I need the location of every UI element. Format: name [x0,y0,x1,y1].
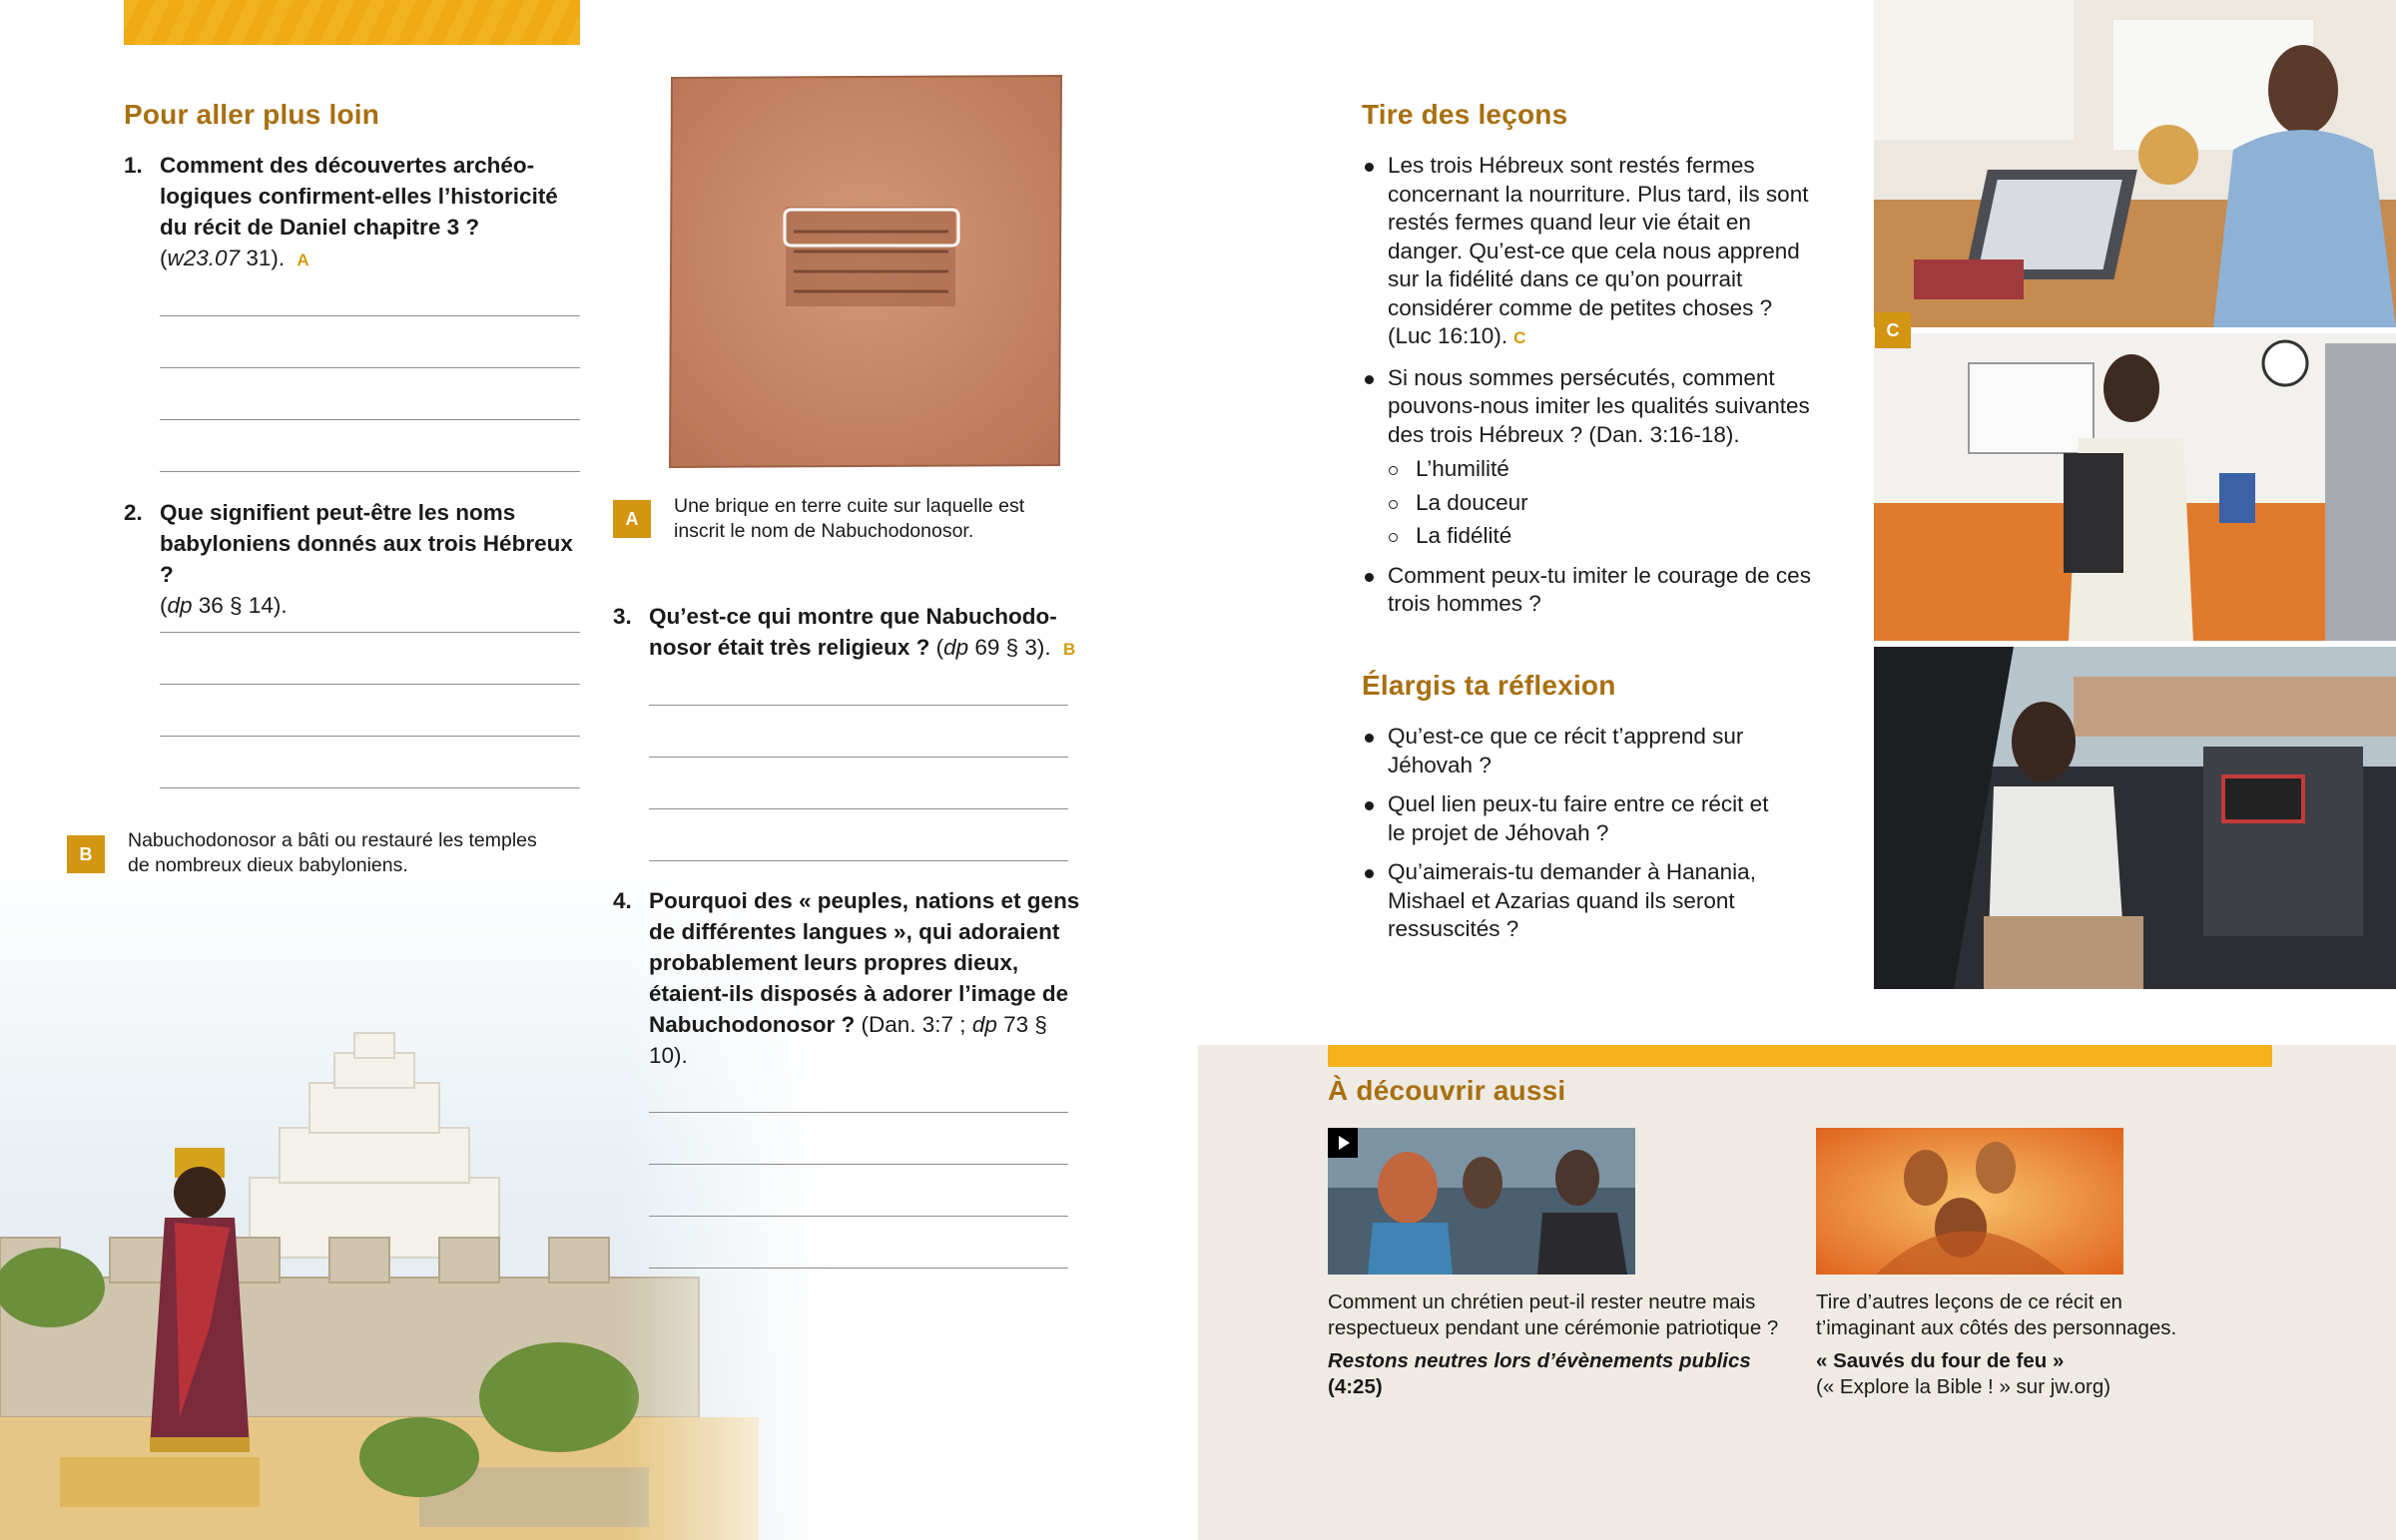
question-text: Pourquoi des « peuples, nations et gens de différentes langues », qui adoraient probablement leurs propres dieux, étaient-ils disposés à adorer l’image de Nabuchodonosor ? [649,888,1080,1037]
caption-badge-b: B [67,835,105,873]
section-heading-lessons: Tire des leçons [1362,99,1568,130]
video-description: Comment un chrétien peut-il rester neutre mais respectueux pendant une cérémonie patriotique ? [1328,1290,1779,1339]
question-text: Comment des découvertes archéologiques confirment-elles l’historicité du récit de Daniel chapitre 3 ? [160,153,558,240]
question-reference: (Dan. 3:7 ; dp 73 § 10). [649,1012,1047,1068]
answer-line[interactable] [160,471,580,472]
question-2 [124,497,583,621]
question-text: Qu’est-ce qui montre que Nabuchodonosor était très religieux ? [649,604,1057,660]
quality-item: La fidélité [1388,522,1820,551]
reflection-bullet: Quel lien peux-tu faire entre ce récit et le projet de Jéhovah ? [1361,790,1790,847]
question-reference: (dp 36 § 14). [160,593,288,618]
play-icon[interactable] [1328,1128,1358,1158]
qualities-list [1388,455,1820,551]
answer-line[interactable] [160,367,580,368]
question-reference: (dp 69 § 3). [929,635,1051,660]
section-heading-further: Pour aller plus loin [124,99,380,130]
caption-a-text: Une brique en terre cuite sur laquelle est inscrit le nom de Nabuchodonosor. [674,495,1025,542]
lesson-bullet: Si nous sommes persécutés, comment pouvons-nous imiter les qualités suivantes des trois Hébreux ? (Dan. 3:16-18). L’humilité La douceur La fidélité [1361,364,1820,551]
answer-line[interactable] [649,808,1068,809]
answer-line[interactable] [160,419,580,420]
answer-line[interactable] [160,787,580,788]
section-heading-discover: À découvrir aussi [1328,1075,1566,1106]
video-title[interactable]: Restons neutres lors d’évènements publics [1328,1349,1751,1372]
section-heading-reflection: Élargis ta réflexion [1362,670,1616,701]
video-thumbnail[interactable] [1328,1128,1635,1275]
question-number: 4. [613,888,632,913]
answer-line[interactable] [160,315,580,316]
photo-man-locker [1874,333,2396,641]
answer-line[interactable] [649,860,1068,861]
answer-line[interactable] [649,757,1068,758]
photo-badge-c: C [1875,312,1911,348]
discover-accent-bar [1328,1045,2272,1067]
answer-line[interactable] [160,684,580,685]
photo-woman-car [1874,647,2396,989]
answer-line[interactable] [649,1268,1068,1269]
answer-line[interactable] [649,1164,1068,1165]
answer-line[interactable] [649,1216,1068,1217]
reflection-list [1361,723,1790,955]
answer-line[interactable] [160,736,580,737]
article-title[interactable]: « Sauvés du four de feu » [1816,1349,2065,1372]
lessons-list [1361,152,1820,630]
question-reference: (w23.07 31). [160,246,286,270]
caption-badge-a: A [613,500,651,538]
question-1 [124,150,583,275]
quality-item: L’humilité [1388,455,1820,484]
reflection-bullet: Qu’est-ce que ce récit t’apprend sur Jéhovah ? [1361,723,1790,779]
video-card-neutral[interactable] [1328,1128,1797,1400]
question-text: Que signifient peut-être les noms babyloniens donnés aux trois Hébreux ? [160,500,573,587]
video-duration: (4:25) [1328,1375,1383,1398]
photo-woman-laptop [1874,0,2396,327]
image-marker-c[interactable]: C [1513,328,1526,347]
answer-line[interactable] [160,632,580,633]
image-marker-b[interactable]: B [1062,640,1076,659]
question-number: 2. [124,500,143,525]
question-number: 3. [613,604,632,629]
article-thumbnail[interactable] [1816,1128,2123,1275]
image-marker-a[interactable]: A [297,251,309,269]
question-number: 1. [124,153,143,178]
question-3 [613,601,1082,665]
article-source: (« Explore la Bible ! » sur jw.org) [1816,1375,2111,1398]
answer-line[interactable] [649,705,1068,706]
top-accent-strip [124,0,580,45]
quality-item: La douceur [1388,489,1820,518]
article-card-fire[interactable] [1816,1128,2235,1400]
lesson-bullet: Les trois Hébreux sont restés fermes concernant la nourriture. Plus tard, ils sont restés fermes quand leur vie était en danger. Qu’est-ce que cela nous apprend sur la fidélité dans ce qu’on pourrait considérer comme de petites choses ? (Luc 16:10). C [1361,152,1820,353]
answer-line[interactable] [649,1112,1068,1113]
reflection-bullet: Qu’aimerais-tu demander à Hanania, Mishael et Azarias quand ils seront ressuscités ? [1361,858,1790,944]
caption-b-text: Nabuchodonosor a bâti ou restauré les temples de nombreux dieux babyloniens. [128,829,537,876]
question-4 [613,885,1082,1071]
article-description: Tire d’autres leçons de ce récit en t’imaginant aux côtés des personnages. [1816,1290,2177,1339]
lesson-bullet: Comment peux-tu imiter le courage de ces trois hommes ? [1361,562,1820,619]
clay-brick-photo [664,72,1065,471]
